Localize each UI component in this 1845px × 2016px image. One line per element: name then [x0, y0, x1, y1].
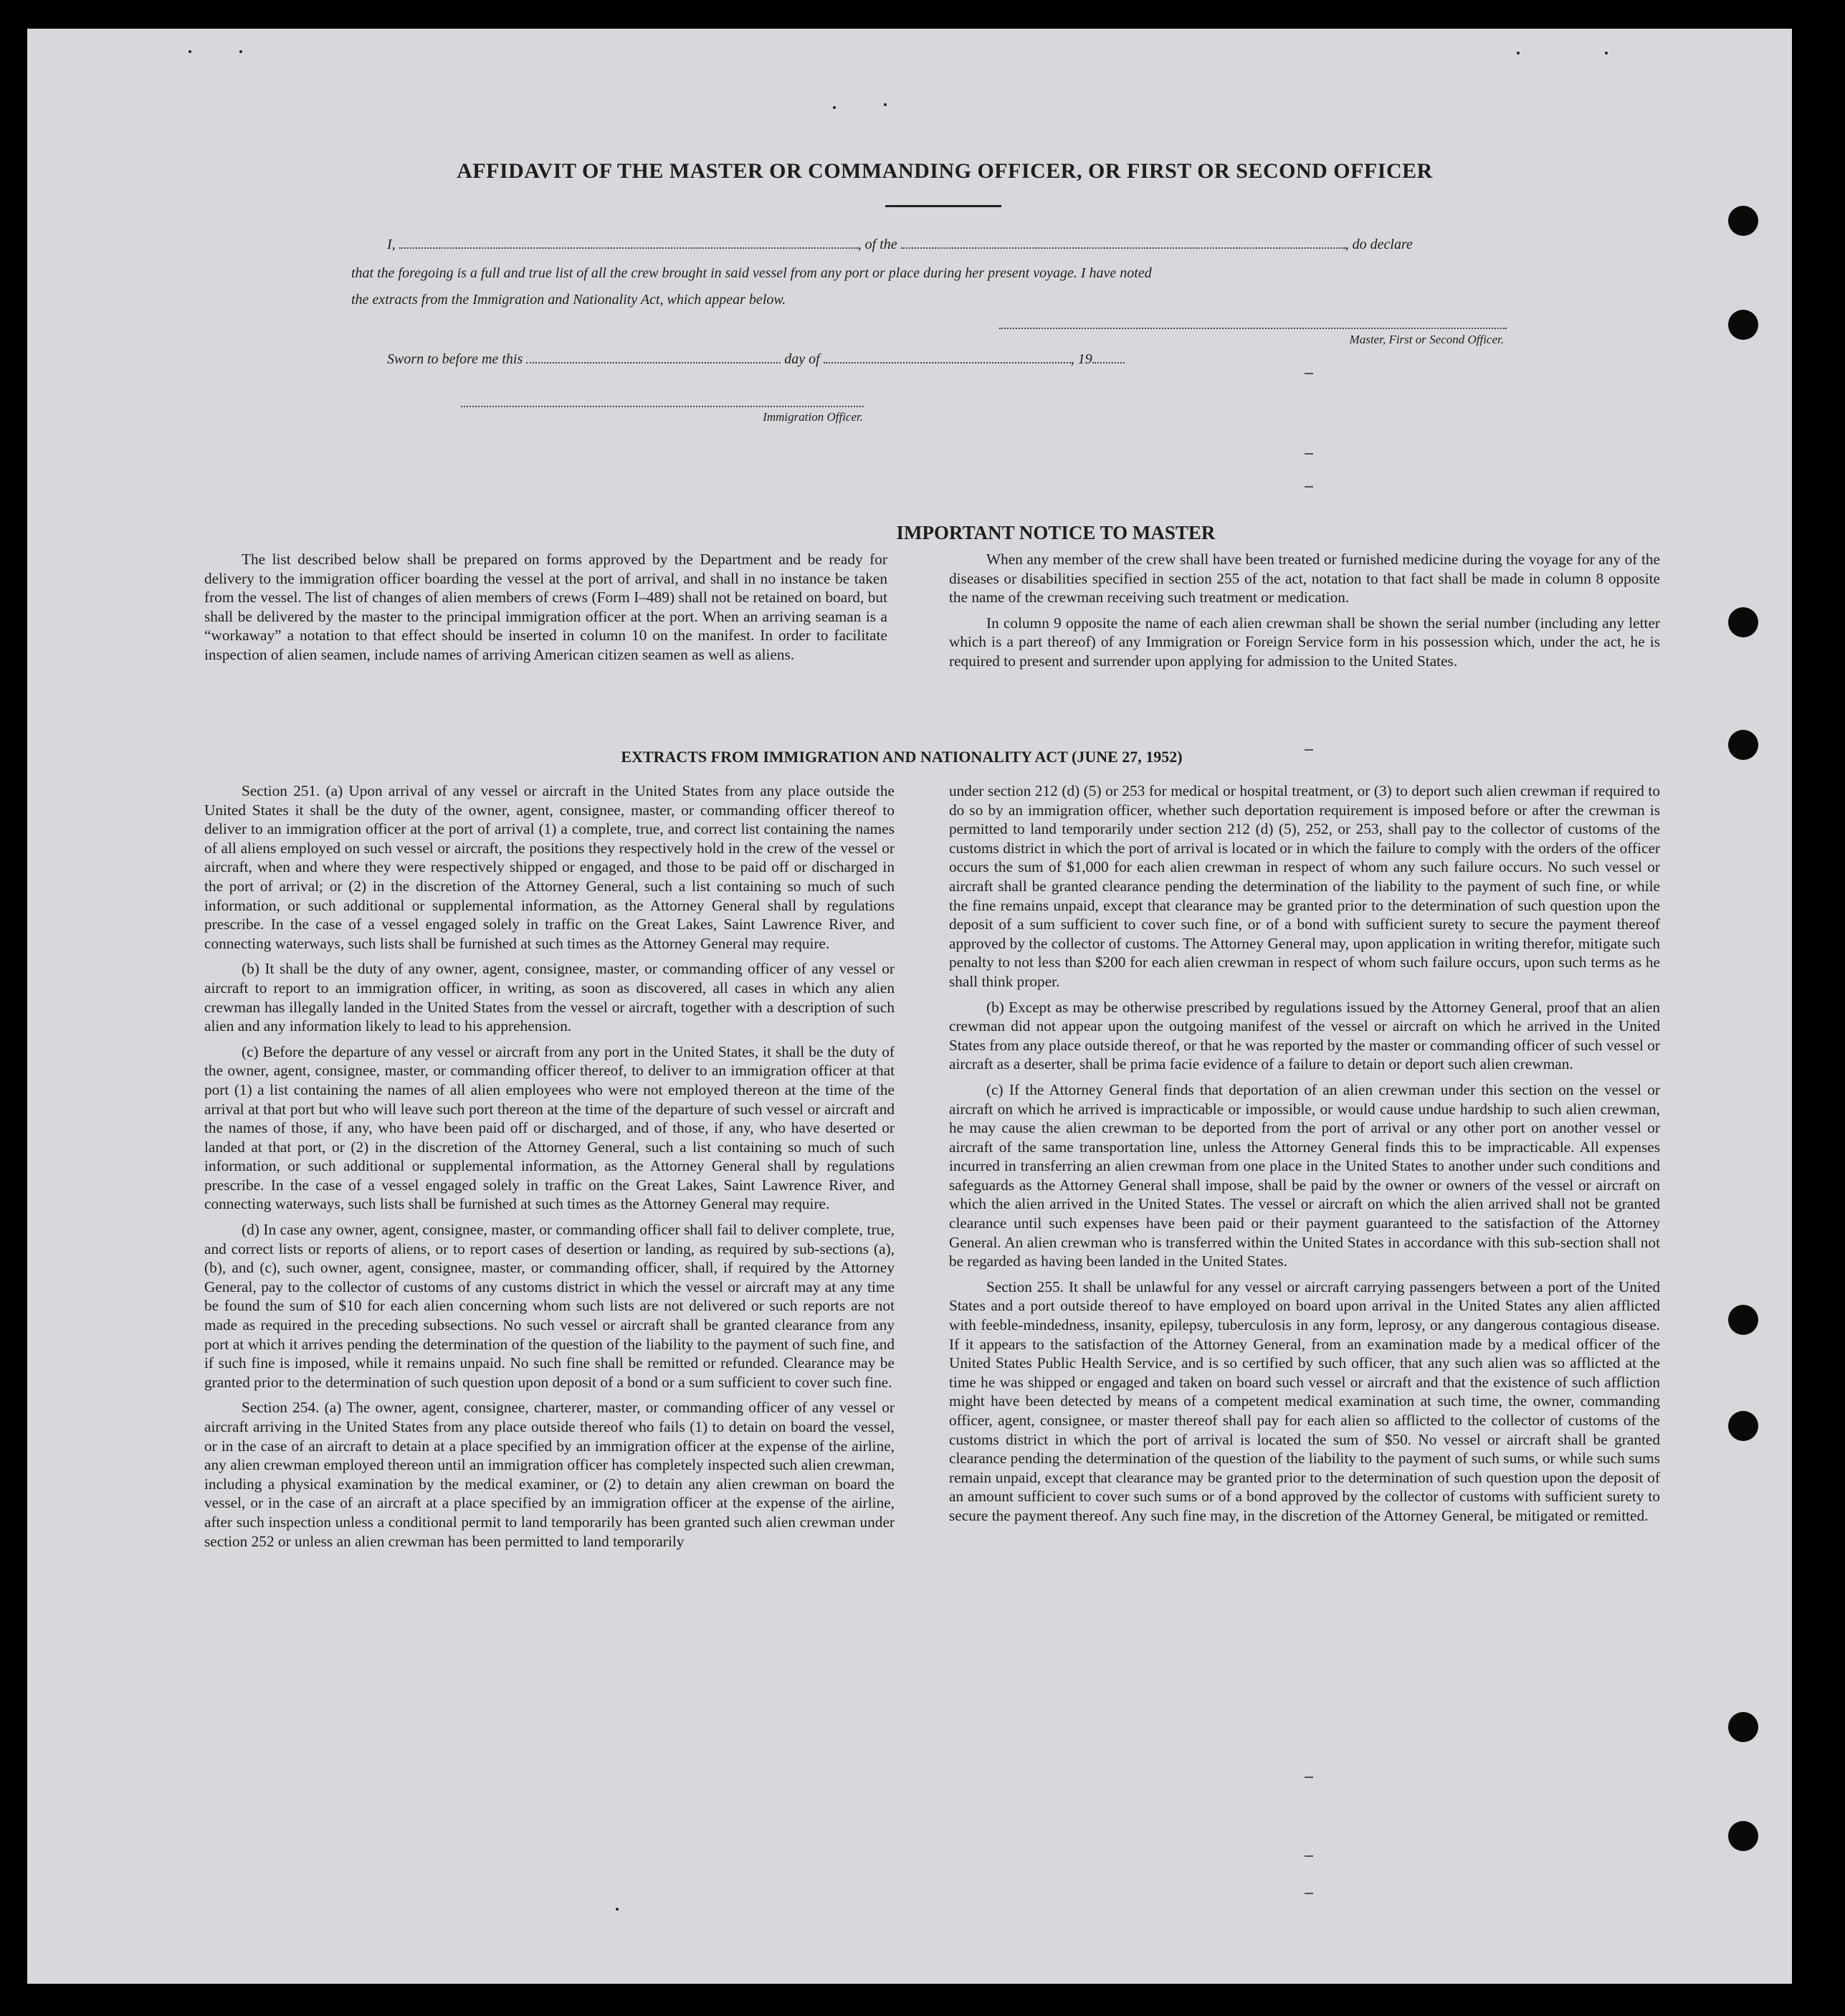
speck: [616, 1908, 619, 1911]
punch-hole: [1728, 1712, 1758, 1742]
notice-left-column: [204, 550, 887, 671]
extract-paragraph: (b) It shall be the duty of any owner, agent, consignee, master, or commanding officer of any vessel or aircraft to report to an immigration officer, in writing, as soon as discovered, all cases in which any alien crewman has illegally landed in the United States from the vessel or aircraft, together with a description of such alien and any information likely to lead to his apprehension.: [204, 960, 895, 1035]
speck: [239, 50, 242, 53]
name-field[interactable]: [399, 247, 858, 249]
year-label: , 19: [1070, 351, 1092, 367]
punch-hole: [1728, 206, 1758, 236]
punch-hole: [1728, 310, 1758, 340]
extract-paragraph: under section 212 (d) (5) or 253 for medical or hospital treatment, or (3) to deport such alien crewman if required to do so by an immigration officer, whether such deportation requirement is imposed before or after the crewman is permitted to land temporarily under section 212 (d) (5), 252, or 253, shall pay to the collector of customs of the customs district in which the port of arrival is located or in which the failure to comply with the orders of the officer occurs the sum of $1,000 for each alien crewman in respect of whom any such failure occurs. No such vessel or aircraft shall be granted clearance pending the determination of the liability to the payment of such fine, or while the fine remains unpaid, except that clearance may be granted prior to the determination of such question upon the deposit of a sum sufficient to cover such fine, or of a bond with sufficient surety to secure the payment thereof approved by the collector of customs. The Attorney General may, upon application in writing therefor, mitigate such penalty to not less than $200 for each alien crewman in respect of whom such failure occurs, upon such terms as he shall think proper.: [949, 782, 1660, 990]
notice-right-paragraph-1: When any member of the crew shall have been treated or furnished medicine during the voyage for any of the diseases or disabilities specified in section 255 of the act, notation to that fact shall be made in column 8 opposite the name of the crewman receiving such treatment or medication.: [949, 551, 1660, 607]
speck: [189, 50, 191, 53]
notice-title: IMPORTANT NOTICE TO MASTER: [896, 522, 1216, 543]
speck: [1605, 52, 1608, 54]
margin-tick: [1305, 1777, 1313, 1778]
margin-tick: [1305, 1855, 1313, 1857]
extract-paragraph: Section 254. (a) The owner, agent, consignee, charterer, master, or commanding officer of any vessel or aircraft arriving in the United States from any place outside thereof who fails (1) to detain on board the vessel, or in the case of an aircraft to detain at a place specified by an immigration officer at the expense of the airline, any alien crewman employed thereon until an immigration officer has completely inspected such alien crewman, including a physical examination by the medical examiner, or (2) to detain any alien crewman on board the vessel, or in the case of an aircraft at a place specified by an immigration officer at the expense of the airline, after such inspection unless a conditional permit to land temporarily has been granted such alien crewman under section 252 or unless an alien crewman has been permitted to land temporarily: [204, 1399, 895, 1550]
sworn-line: [387, 351, 1247, 368]
declaration-line-2: the extracts from the Immigration and Nationality Act, which appear below.: [351, 292, 786, 308]
extract-paragraph: (d) In case any owner, agent, consignee, master, or commanding officer shall fail to deliver complete, true, and correct lists or reports of aliens, or to report cases of desertion or landing, as required by sub-sections (a), (b), and (c), such owner, agent, consignee, master, or commanding officer, shall, if required by the Attorney General, pay to the collector of customs of any customs district in which the vessel or aircraft may at any time be found the sum of $10 for each alien concerning whom such lists are not delivered or such reports are not made as required in the preceding subsections. No such vessel or aircraft shall be granted clearance from any port at which it arrives pending the determination of the question of the liability to the payment of such fine, and if such fine is imposed, while it remains unpaid. No such fine shall be remitted or refunded. Clearance may be granted prior to the determination of such question upon deposit of a bond or a sum sufficient to cover such fine.: [204, 1221, 895, 1391]
punch-hole: [1728, 1305, 1758, 1335]
extract-paragraph: (c) If the Attorney General finds that deportation of an alien crewman under this section on the vessel or aircraft on which he arrived is impracticable or impossible, or would cause undue hardship to such alien crewman, he may cause the alien crewman to be deported from the port of arrival or any other port on another vessel or aircraft of the same transportation line, unless the Attorney General finds this to be impracticable. All expenses incurred in transferring an alien crewman from one place in the United States to another under such conditions and safeguards as the Attorney General shall impose, shall be paid by the owner or owners of the vessel or aircraft on which the alien arrived in the United States. The vessel or aircraft on which the alien arrived shall not be granted clearance until such expenses have been paid or their payment guaranteed to the satisfaction of the Attorney General. An alien crewman who is transferred within the United States in accordance with this sub-section shall not be regarded as having been landed in the United States.: [949, 1080, 1660, 1270]
declaration-line-1: that the foregoing is a full and true list of all the crew brought in said vessel from any port or place during her present voyage. I have noted: [351, 265, 1152, 281]
extract-paragraph: Section 251. (a) Upon arrival of any vessel or aircraft in the United States from any place outside the United States it shall be the duty of the owner, agent, consignee, master, or commanding officer thereof to deliver to an immigration officer at the port of arrival (1) a complete, true, and correct list containing the names of all aliens employed on such vessel or aircraft, the positions they respectively hold in the crew of the vessel or aircraft, when and where they were respectively shipped or engaged, and those to be paid off or discharged in the port of arrival; or (2) in the discretion of the Attorney General, such a list containing so much of such information, or such additional or supplemental information, as the Attorney General shall by regulations prescribe. In the case of a vessel engaged solely in traffic on the Great Lakes, Saint Lawrence River, and connecting waterways, such lists shall be furnished at such times as the Attorney General may require.: [204, 782, 895, 952]
affidavit-title: AFFIDAVIT OF THE MASTER OR COMMANDING OFFICER, OR FIRST OR SECOND OFFICER: [457, 159, 1433, 183]
extracts-left-column: [204, 781, 895, 1557]
sworn-label: Sworn to before me this: [387, 351, 523, 367]
of-the-label: , of the: [857, 237, 897, 252]
punch-hole: [1728, 1411, 1758, 1441]
speck: [884, 103, 887, 106]
do-declare-label: , do declare: [1345, 237, 1413, 252]
affidavit-declare-line: [387, 237, 1505, 253]
notice-right-paragraph-2: In column 9 opposite the name of each alien crewman shall be shown the serial number (including any letter which is a part thereof) of any Immigration or Foreign Service form in his possession which, under the act, he is required to present and surrender upon applying for admission to the United States.: [949, 614, 1660, 670]
notice-right-column: [949, 550, 1660, 677]
document-page: [27, 29, 1792, 1984]
extracts-title: EXTRACTS FROM IMMIGRATION AND NATIONALITY ACT (JUNE 27, 1952): [621, 748, 1183, 766]
officer-signature-line[interactable]: [461, 406, 864, 407]
sworn-day-field[interactable]: [526, 362, 781, 363]
master-signature-label: Master, First or Second Officer.: [1349, 333, 1504, 346]
margin-tick: [1305, 453, 1313, 455]
i-label: I,: [387, 237, 396, 252]
vessel-field[interactable]: [901, 247, 1345, 249]
title-rule: [885, 205, 1001, 207]
extracts-right-column: [949, 781, 1660, 1532]
extract-paragraph: (c) Before the departure of any vessel or aircraft from any port in the United States, it shall be the duty of the owner, agent, consignee, master, or commanding officer thereof, to deliver to an immigration officer at that port (1) a list containing the names of all alien employees who were not employed thereon at the time of the arrival at that port but who will leave such port thereon at the time of the departure of such vessel or aircraft and the names of those, if any, who have been paid off or discharged, and of those, if any, who have deserted or landed at that port, or (2) in the discretion of the Attorney General, such a list containing so much of such information, or such additional or supplemental information, as the Attorney General shall by regulations prescribe. In the case of a vessel engaged solely in traffic on the Great Lakes, Saint Lawrence River, and connecting waterways, such lists shall be furnished at such times as the Attorney General may require.: [204, 1042, 895, 1213]
officer-signature-label: Immigration Officer.: [763, 410, 863, 424]
extract-paragraph: Section 255. It shall be unlawful for any vessel or aircraft carrying passengers between a port of the United States and a port outside thereof to have employed on board upon arrival in the United States any alien afflicted with feeble-mindedness, insanity, epilepsy, tuberculosis in any form, leprosy, or any dangerous contagious disease. If it appears to the satisfaction of the Attorney General, from an examination made by a medical officer of the United States Public Health Service, and is so certified by such officer, that any such alien was so afflicted at the time he was shipped or engaged and taken on board such vessel or aircraft and that the existence of such affliction might have been detected by means of a competent medical examination at such time, the owner, commanding officer, agent, consignee, or master thereof shall pay for each alien so afflicted to the collector of customs of the customs district in which the port of arrival is located the sum of $50. No vessel or aircraft shall be granted clearance pending the determination of the question of the liability to the payment of such sums, or while such sums remain unpaid, except that clearance may be granted prior to the determination of such question upon the deposit of an amount sufficient to cover such sums or of a bond approved by the collector of customs with sufficient surety to secure the payment thereof. Any such fine may, in the discretion of the Attorney General, be mitigated or remitted.: [949, 1278, 1660, 1524]
speck: [833, 106, 836, 109]
notice-left-paragraph: The list described below shall be prepared on forms approved by the Department and be ready for delivery to the immigration officer boarding the vessel at the port of arrival, and shall in no instance be taken from the vessel. The list of changes of alien members of crews (Form I–489) shall not be retained on board, but shall be delivered by the master to the principal immigration officer at the port. When an arriving seaman is a “workaway” a notation to that effect should be inserted in column 10 on the manifest. In order to facilitate inspection of alien seamen, include names of arriving American citizen seamen as well as aliens.: [204, 551, 887, 663]
extract-paragraph: (b) Except as may be otherwise prescribed by regulations issued by the Attorney General, proof that an alien crewman did not appear upon the outgoing manifest of the vessel or aircraft on which he arrived in the United States from any place outside thereof, or that he was reported by the master or commanding officer of such vessel or aircraft as a deserter, shall be prima facie evidence of a failure to detain or deport such alien crewman.: [949, 998, 1660, 1073]
margin-tick: [1305, 486, 1313, 488]
margin-tick: [1305, 1893, 1313, 1894]
punch-hole: [1728, 730, 1758, 760]
punch-hole: [1728, 607, 1758, 637]
day-of-label: day of: [784, 351, 820, 367]
master-signature-line[interactable]: [999, 328, 1507, 329]
sworn-month-field[interactable]: [824, 362, 1071, 363]
margin-tick: [1305, 749, 1313, 751]
year-field[interactable]: [1092, 362, 1125, 363]
speck: [1517, 52, 1520, 54]
punch-hole: [1728, 1821, 1758, 1851]
margin-tick: [1305, 373, 1313, 374]
